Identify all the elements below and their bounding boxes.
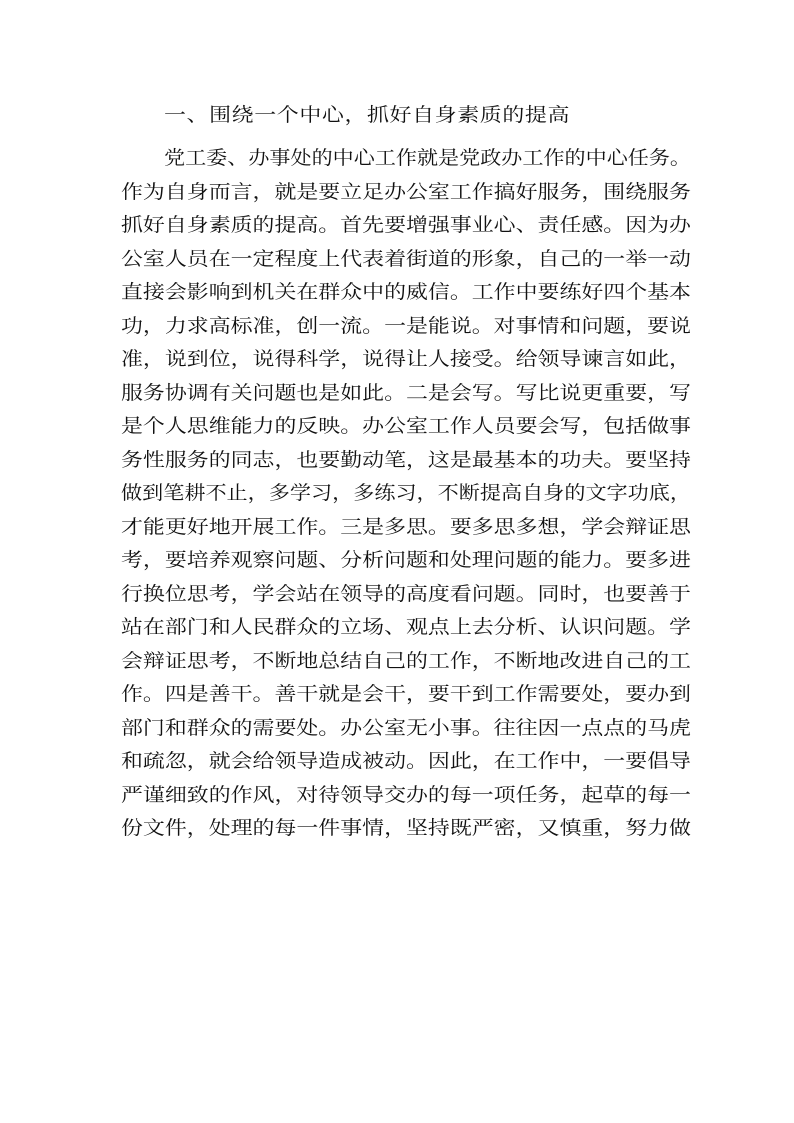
text-line: 和疏忽，就会给领导造成被动。因此，在工作中，一要倡导 <box>121 750 691 772</box>
text-line: 作。四是善干。善干就是会干，要干到工作需要处，要办到 <box>121 683 691 705</box>
text-line: 功，力求高标准，创一流。一是能说。对事情和问题，要说 <box>121 315 691 337</box>
text-line: 党工委、办事处的中心工作就是党政办工作的中心任务。 <box>164 147 692 169</box>
text-line: 抓好自身素质的提高。首先要增强事业心、责任感。因为办 <box>121 214 691 236</box>
text-line: 作为自身而言，就是要立足办公室工作搞好服务，围绕服务 <box>121 181 691 203</box>
text-line: 直接会影响到机关在群众中的威信。工作中要练好四个基本 <box>121 281 691 303</box>
text-line: 部门和群众的需要处。办公室无小事。往往因一点点的马虎 <box>121 717 691 739</box>
text-line: 是个人思维能力的反映。办公室工作人员要会写，包括做事 <box>121 415 691 437</box>
text-line: 站在部门和人民群众的立场、观点上去分析、认识问题。学 <box>121 616 691 638</box>
text-line: 严谨细致的作风，对待领导交办的每一项任务，起草的每一 <box>121 784 691 806</box>
text-line: 做到笔耕不止，多学习，多练习，不断提高自身的文字功底， <box>121 482 692 504</box>
text-line: 考，要培养观察问题、分析问题和处理问题的能力。要多进 <box>121 549 691 571</box>
section-heading: 一、围绕一个中心，抓好自身素质的提高 <box>164 104 571 126</box>
text-line: 务性服务的同志，也要勤动笔，这是最基本的功夫。要坚持 <box>121 449 691 471</box>
text-line: 服务协调有关问题也是如此。二是会写。写比说更重要，写 <box>121 382 691 404</box>
text-line: 准，说到位，说得科学，说得让人接受。给领导谏言如此， <box>121 348 691 370</box>
text-line: 公室人员在一定程度上代表着街道的形象，自己的一举一动 <box>121 248 691 270</box>
text-line: 行换位思考，学会站在领导的高度看问题。同时，也要善于 <box>121 583 691 605</box>
text-line: 份文件，处理的每一件事情，坚持既严密，又慎重，努力做 <box>121 817 691 839</box>
text-line: 才能更好地开展工作。三是多思。要多思多想，学会辩证思 <box>121 516 691 538</box>
text-line: 会辩证思考，不断地总结自己的工作，不断地改进自己的工 <box>121 650 691 672</box>
